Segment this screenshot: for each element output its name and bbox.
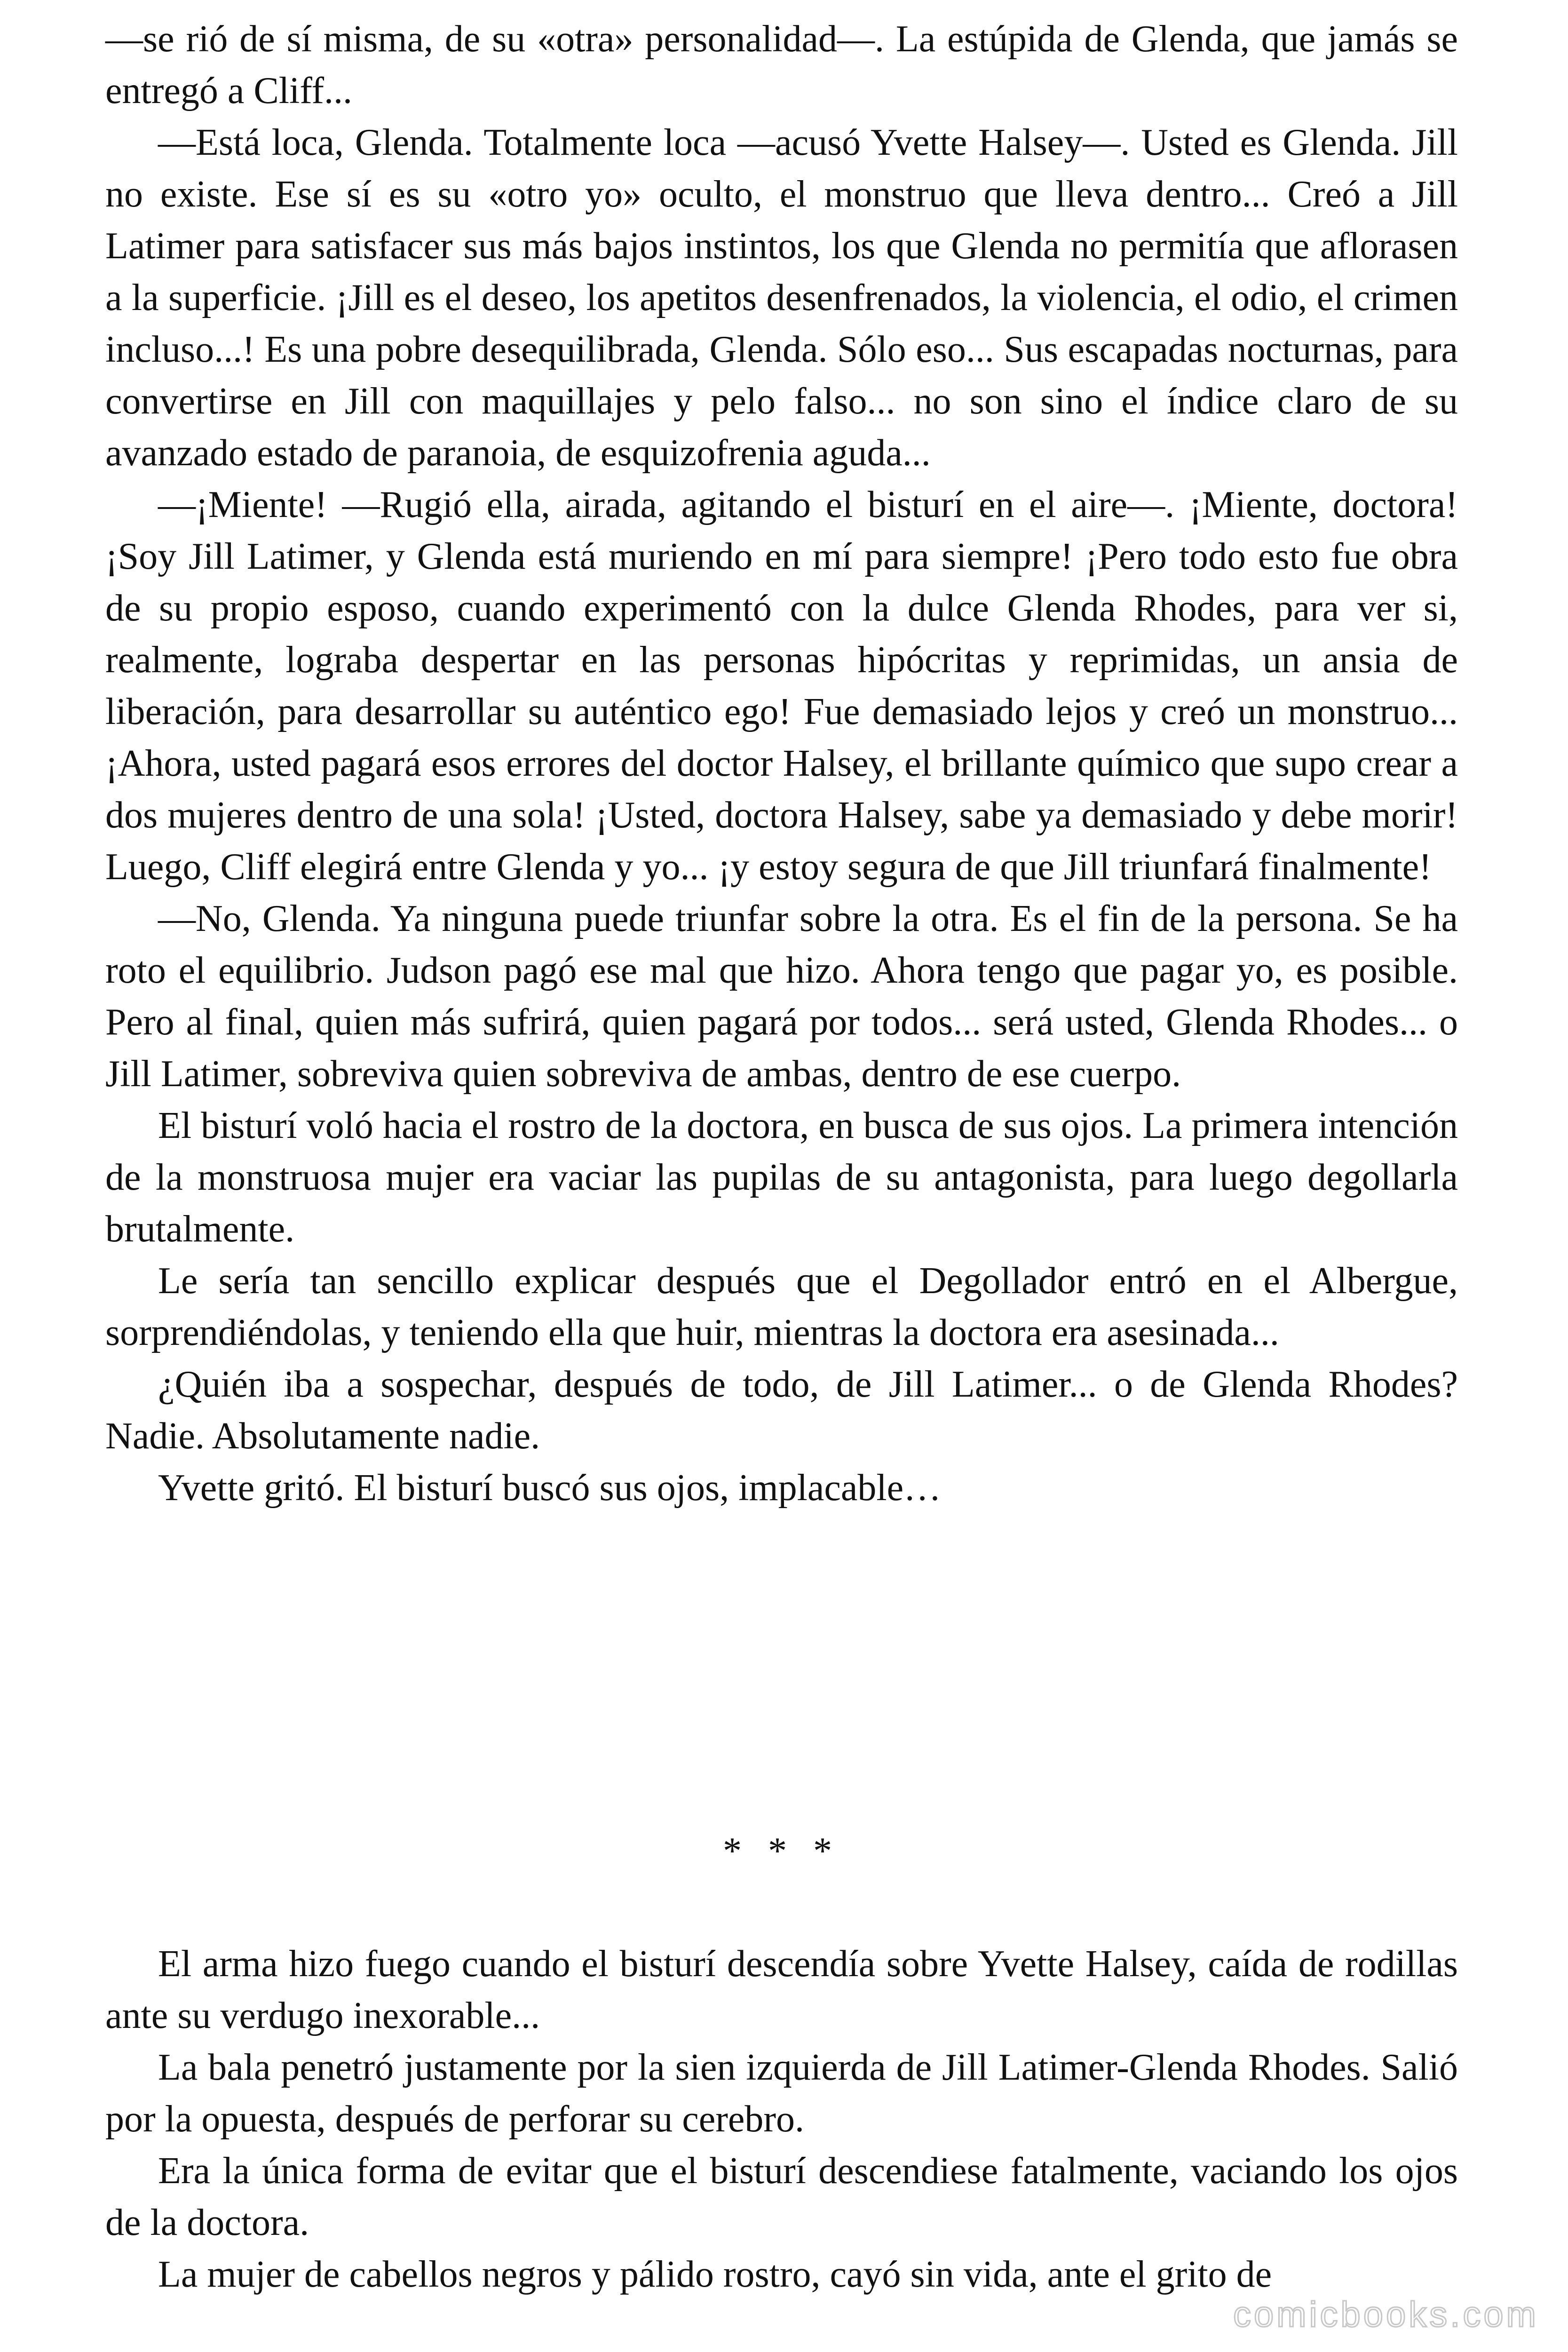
- paragraph: El bisturí voló hacia el rostro de la doctora, en busca de sus ojos. La primera intención de la monstruosa mujer era vaciar las pupilas de su antagonista, para luego degollarla brutalmente.: [105, 1105, 1458, 1250]
- paragraph: —¡Miente! —Rugió ella, airada, agitando el bisturí en el aire—. ¡Miente, doctora! ¡Soy Jill Latimer, y Glenda está muriendo en mí para siempre! ¡Pero todo esto fue obra de su propio esposo, cuando experimentó con la dulce Glenda Rhodes, para ver si, realmente, lograba despertar en las personas hipócritas y reprimidas, un ansia de liberación, para desarrollar su auténtico ego! Fue demasiado lejos y creó un monstruo... ¡Ahora, usted pagará esos errores del doctor Halsey, el brillante químico que supo crear a dos mujeres dentro de una sola! ¡Usted, doctora Halsey, sabe ya demasiado y debe morir! Luego, Cliff elegirá entre Glenda y yo... ¡y estoy segura de que Jill triunfará finalmente!: [105, 484, 1458, 888]
- paragraph: Yvette gritó. El bisturí buscó sus ojos, implacable…: [158, 1467, 942, 1509]
- book-page: [105, 0, 1458, 2352]
- paragraph: Era la única forma de evitar que el bisturí descendiese fatalmente, vaciando los ojos de la doctora.: [105, 2150, 1458, 2243]
- paragraph: La bala penetró justamente por la sien izquierda de Jill Latimer-Glenda Rhodes. Salió por la opuesta, después de perforar su cerebro.: [105, 2047, 1458, 2140]
- paragraph: —se rió de sí misma, de su «otra» personalidad—. La estúpida de Glenda, que jamás se entregó a Cliff...: [105, 18, 1458, 111]
- text-section-after-break: [105, 1938, 1458, 2300]
- paragraph: —No, Glenda. Ya ninguna puede triunfar sobre la otra. Es el fin de la persona. Se ha roto el equilibrio. Judson pagó ese mal que hizo. Ahora tengo que pagar yo, es posible. Pero al final, quien más sufrirá, quien pagará por todos... será usted, Glenda Rhodes... o Jill Latimer, sobreviva quien sobreviva de ambas, dentro de ese cuerpo.: [105, 898, 1458, 1095]
- watermark: comicbooks.com: [1233, 2295, 1539, 2335]
- scene-break: * * *: [723, 1830, 840, 1872]
- paragraph: La mujer de cabellos negros y pálido rostro, cayó sin vida, ante el grito de: [158, 2254, 1272, 2295]
- paragraph: El arma hizo fuego cuando el bisturí descendía sobre Yvette Halsey, caída de rodillas ante su verdugo inexorable...: [105, 1943, 1458, 2036]
- text-section-before-break: [105, 13, 1458, 1514]
- paragraph: Le sería tan sencillo explicar después que el Degollador entró en el Albergue, sorprendiéndolas, y teniendo ella que huir, mientras la doctora era asesinada...: [105, 1260, 1458, 1353]
- paragraph: ¿Quién iba a sospechar, después de todo, de Jill Latimer... o de Glenda Rhodes? Nadie. Absolutamente nadie.: [105, 1364, 1458, 1457]
- paragraph: —Está loca, Glenda. Totalmente loca —acusó Yvette Halsey—. Usted es Glenda. Jill no existe. Ese sí es su «otro yo» oculto, el monstruo que lleva dentro... Creó a Jill Latimer para satisfacer sus más bajos instintos, los que Glenda no permitía que aflorasen a la superficie. ¡Jill es el deseo, los apetitos desenfrenados, la violencia, el odio, el crimen incluso...! Es una pobre desequilibrada, Glenda. Sólo eso... Sus escapadas nocturnas, para convertirse en Jill con maquillajes y pelo falso... no son sino el índice claro de su avanzado estado de paranoia, de esquizofrenia aguda...: [105, 122, 1458, 474]
